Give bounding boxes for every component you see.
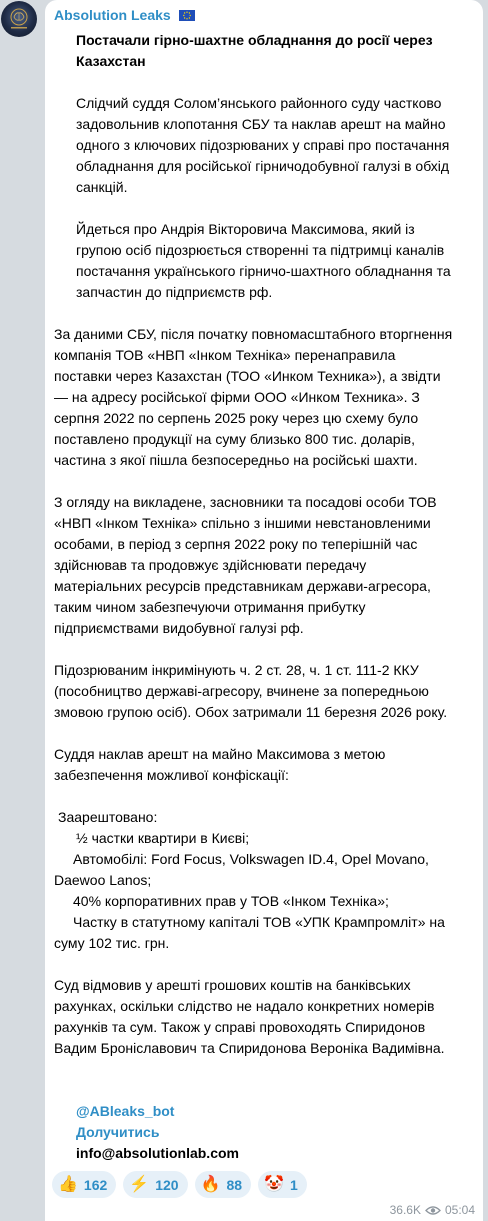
paragraph-3: За даними СБУ, після початку повномасштабного вторгнення компанія ТОВ «НВП «Інком Техніка» перенаправила поставки через Казахстан (ТОО «Инком Техника»), а звідти — на адресу російської фірми ООО «Инком Техника». З серпня 2022 по серпень 2025 року через цю схему було поставлено продукції на суму близько 800 тис. доларів, частина з якої пішла безпосередньо на російські шахти. — [54, 326, 453, 468]
fire-icon: 🔥 — [200, 1175, 221, 1193]
reaction-thumbs-up[interactable] — [52, 1171, 116, 1198]
lightning-icon: ⚡ — [129, 1175, 150, 1193]
paragraph-6: Суддя наклав арешт на майно Максимова з метою забезпечення можливої конфіскації: — [54, 746, 386, 783]
message-bubble — [45, 0, 483, 1221]
list-item: Автомобілі: Ford Focus, Volkswagen ID.4, Opel Movano, Daewoo Lanos; — [54, 851, 429, 888]
reaction-count: 120 — [155, 1176, 179, 1193]
brain-logo-icon — [4, 4, 34, 34]
thumbs-up-icon: 👍 — [58, 1175, 78, 1193]
reaction-fire[interactable] — [195, 1171, 252, 1198]
channel-name-label: Absolution Leaks — [54, 7, 171, 23]
message-text — [54, 30, 454, 1164]
paragraph-1: Слідчий суддя Солом’янського районного суду частково задовольнив клопотання СБУ та наклав арешт на майно одного з ключових підозрюваних у справі про постачання обладнання для російської гірничодобувної галузі в обхід санкцій. — [76, 95, 450, 195]
reaction-lightning[interactable] — [123, 1171, 187, 1198]
list-item: Частку в статутному капіталі ТОВ «УПК Крампромліт» на суму 102 тис. грн. — [54, 914, 445, 951]
message-time: 05:04 — [444, 1203, 475, 1217]
reaction-count: 88 — [226, 1176, 243, 1193]
clown-icon: 🤡 — [264, 1175, 284, 1193]
arrested-label: Заарештовано: — [58, 809, 158, 825]
paragraph-4: З огляду на викладене, засновники та посадові особи ТОВ «НВП «Інком Техніка» спільно з іншими невстановленими особами, в період з серпня 2022 року по теперішній час здійснював та продовжує здійснювати передачу матеріальних ресурсів представникам держави-агресора, таким чином забезпечуючи отримання прибутку підприємствами видобувної галузі рф. — [54, 494, 437, 636]
reactions-bar — [52, 1171, 307, 1198]
join-link[interactable]: Долучитись — [76, 1124, 160, 1140]
post-title: Постачали гірно-шахтне обладнання до росії через Казахстан — [76, 32, 433, 69]
view-count: 36.6K — [389, 1203, 421, 1217]
paragraph-2: Йдеться про Андрія Вікторовича Максимова, який із групою осіб підозрюється створенні та підтримці каналів постачання українського гірничо-шахтного обладнання та запчастин до підприємств рф. — [76, 221, 451, 300]
eye-icon — [425, 1205, 441, 1216]
eu-flag-icon — [179, 10, 195, 21]
message-meta — [390, 1203, 475, 1217]
paragraph-5: Підозрюваним інкримінують ч. 2 ст. 28, ч. 1 ст. 111-2 ККУ (пособництво державі-агресору, вчинене за попередньою змовою групою осіб). Обох затримали 11 березня 2026 року. — [54, 662, 448, 720]
bot-handle-link[interactable]: @ABleaks_bot — [76, 1103, 175, 1119]
list-item: ½ частки квартири в Києві; — [76, 830, 250, 846]
reaction-clown[interactable] — [258, 1171, 307, 1198]
paragraph-7: Суд відмовив у арешті грошових коштів на банківських рахунках, оскільки слідство не надало конкретних номерів рахунків та сум. Також у справі провоходять Спиридонов Вадим Броніславович та Спиридонова Вероніка Вадимівна. — [54, 977, 445, 1056]
email-text: info@absolutionlab.com — [76, 1145, 239, 1161]
reaction-count: 1 — [289, 1176, 298, 1193]
channel-avatar[interactable] — [1, 1, 37, 37]
channel-name[interactable] — [54, 7, 195, 23]
list-item: 40% корпоративних прав у ТОВ «Інком Техніка»; — [73, 893, 389, 909]
reaction-count: 162 — [83, 1176, 108, 1193]
